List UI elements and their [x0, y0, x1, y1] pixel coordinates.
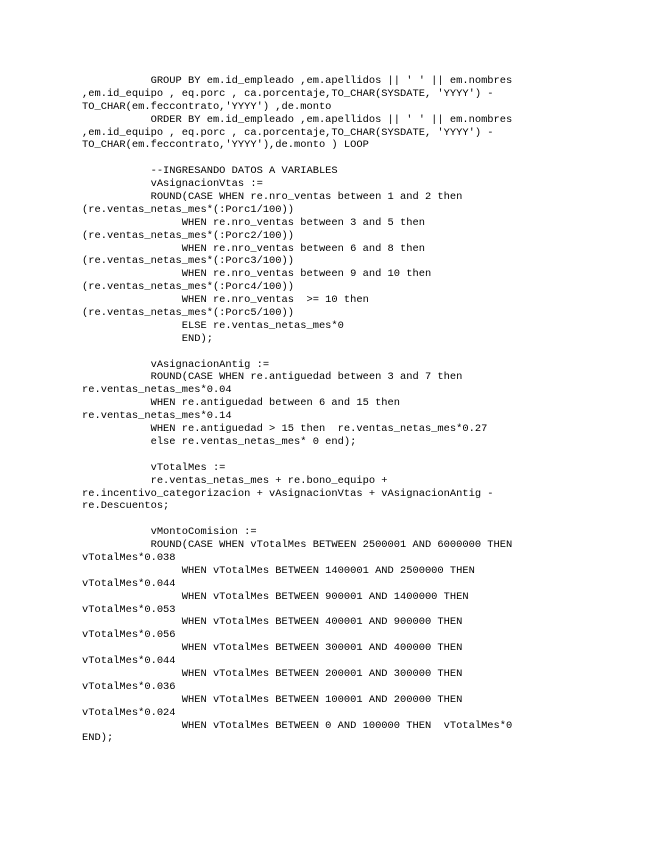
- code-line: else re.ventas_netas_mes* 0 end);: [82, 435, 357, 448]
- code-line: vTotalMes*0.036: [82, 680, 176, 693]
- code-line: WHEN re.antiguedad between 6 and 15 then: [82, 397, 401, 410]
- code-line: WHEN vTotalMes BETWEEN 1400001 AND 2500000 THEN: [82, 564, 475, 577]
- code-line: WHEN vTotalMes BETWEEN 0 AND 100000 THEN vTotalMes*0: [82, 719, 513, 732]
- code-line: ORDER BY em.id_empleado ,em.apellidos || ' ' || em.nombres: [82, 113, 513, 126]
- code-line: vTotalMes :=: [82, 461, 226, 474]
- code-line: ELSE re.ventas_netas_mes*0: [82, 319, 344, 332]
- code-line: vTotalMes*0.024: [82, 706, 176, 719]
- blank-line: [82, 513, 562, 526]
- code-line: re.ventas_netas_mes + re.bono_equipo +: [82, 474, 388, 487]
- code-line: vMontoComision :=: [82, 526, 257, 539]
- code-line: WHEN re.nro_ventas between 3 and 5 then: [82, 216, 425, 229]
- code-line: vTotalMes*0.044: [82, 655, 176, 668]
- code-line: END);: [82, 332, 213, 345]
- code-line: TO_CHAR(em.feccontrato,'YYYY'),de.monto ) LOOP: [82, 139, 369, 152]
- code-line: (re.ventas_netas_mes*(:Porc4/100)): [82, 281, 295, 294]
- code-line: re.incentivo_categorizacion + vAsignacionVtas + vAsignacionAntig -: [82, 487, 494, 500]
- code-line: ROUND(CASE WHEN re.nro_ventas between 1 and 2 then: [82, 191, 463, 204]
- blank-line: [82, 152, 562, 165]
- code-line: WHEN vTotalMes BETWEEN 100001 AND 200000 THEN: [82, 693, 463, 706]
- code-line: WHEN re.nro_ventas between 6 and 8 then: [82, 242, 425, 255]
- code-line: ,em.id_equipo , eq.porc , ca.porcentaje,TO_CHAR(SYSDATE, 'YYYY') -: [82, 126, 494, 139]
- code-line: ,em.id_equipo , eq.porc , ca.porcentaje,TO_CHAR(SYSDATE, 'YYYY') -: [82, 87, 494, 100]
- code-line: GROUP BY em.id_empleado ,em.apellidos || ' ' || em.nombres: [82, 75, 513, 87]
- code-line: WHEN re.nro_ventas >= 10 then: [82, 294, 369, 307]
- code-line: WHEN vTotalMes BETWEEN 300001 AND 400000 THEN: [82, 642, 463, 655]
- code-line: ROUND(CASE WHEN vTotalMes BETWEEN 2500001 AND 6000000 THEN: [82, 539, 513, 552]
- code-line: re.Descuentos;: [82, 500, 170, 513]
- code-line: END);: [82, 732, 114, 745]
- code-line: vTotalMes*0.038: [82, 551, 176, 564]
- code-line: ROUND(CASE WHEN re.antiguedad between 3 and 7 then: [82, 371, 463, 384]
- code-line: vAsignacionVtas :=: [82, 178, 263, 191]
- code-line: WHEN vTotalMes BETWEEN 400001 AND 900000 THEN: [82, 616, 463, 629]
- blank-line: [82, 346, 562, 359]
- code-comment: --INGRESANDO DATOS A VARIABLES: [82, 165, 338, 178]
- code-line: re.ventas_netas_mes*0.14: [82, 410, 232, 423]
- code-line: (re.ventas_netas_mes*(:Porc3/100)): [82, 255, 295, 268]
- code-line: vTotalMes*0.053: [82, 603, 176, 616]
- code-line: vAsignacionAntig :=: [82, 358, 270, 371]
- code-listing: [82, 75, 562, 745]
- code-line: TO_CHAR(em.feccontrato,'YYYY') ,de.monto: [82, 100, 332, 113]
- code-line: re.ventas_netas_mes*0.04: [82, 384, 232, 397]
- code-line: WHEN re.antiguedad > 15 then re.ventas_netas_mes*0.27: [82, 423, 488, 436]
- code-line: (re.ventas_netas_mes*(:Porc2/100)): [82, 229, 295, 242]
- code-line: (re.ventas_netas_mes*(:Porc5/100)): [82, 307, 295, 320]
- blank-line: [82, 449, 562, 462]
- code-line: WHEN vTotalMes BETWEEN 200001 AND 300000 THEN: [82, 667, 463, 680]
- code-line: vTotalMes*0.056: [82, 629, 176, 642]
- code-line: vTotalMes*0.044: [82, 577, 176, 590]
- code-line: WHEN vTotalMes BETWEEN 900001 AND 1400000 THEN: [82, 590, 469, 603]
- code-line: WHEN re.nro_ventas between 9 and 10 then: [82, 268, 432, 281]
- code-line: (re.ventas_netas_mes*(:Porc1/100)): [82, 203, 295, 216]
